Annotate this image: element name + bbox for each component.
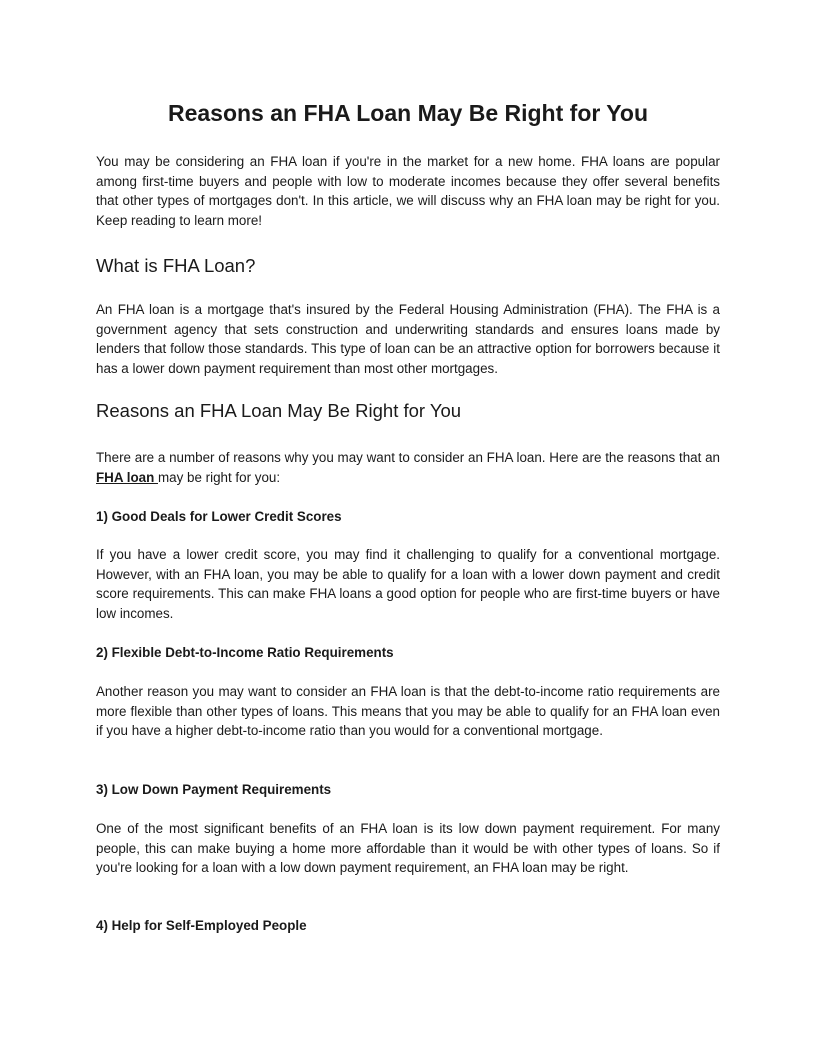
what-is-paragraph: An FHA loan is a mortgage that's insured by the Federal Housing Administration (FHA). The FHA is a government agency that sets construction and underwriting standards and ensures loans made by lenders that follow those standards. This type of loan can be an attractive option for borrowers because it has a lower down payment requirement than most other mortgages. [96,302,720,376]
reason-heading-1: 1) Good Deals for Lower Credit Scores [96,509,342,524]
section-heading-what-is: What is FHA Loan? [96,255,256,276]
reasons-intro-paragraph [96,448,720,487]
fha-loan-link[interactable]: FHA loan [96,469,158,485]
page-title: Reasons an FHA Loan May Be Right for You [167,100,649,126]
reason-heading-3: 3) Low Down Payment Requirements [96,782,332,797]
reasons-intro-text: There are a number of reasons why you may want to consider an FHA loan. Here are the reasons that an [96,450,720,465]
reason-heading-4: 4) Help for Self-Employed People [96,918,307,933]
intro-paragraph: You may be considering an FHA loan if you're in the market for a new home. FHA loans are popular among first-time buyers and people with low to moderate incomes because they offer several benefits that other types of mortgages don't. In this article, we will discuss why an FHA loan may be right for you. Keep reading to learn more! [96,154,720,228]
reason-paragraph-1: If you have a lower credit score, you may find it challenging to qualify for a conventional mortgage. However, with an FHA loan, you may be able to qualify for a loan with a lower down payment and credit score requirements. This can make FHA loans a good option for people who are first-time buyers or have low incomes. [96,547,720,621]
reason-paragraph-2: Another reason you may want to consider an FHA loan is that the debt-to-income ratio requirements are more flexible than other types of loans. This means that you may be able to qualify for an FHA loan even if you have a higher debt-to-income ratio than you would for a conventional mortgage. [96,684,720,738]
reasons-intro-tail: may be right for you: [158,469,281,485]
reason-heading-2: 2) Flexible Debt-to-Income Ratio Requirements [96,645,394,660]
section-heading-reasons: Reasons an FHA Loan May Be Right for You [96,400,462,421]
reason-paragraph-3: One of the most significant benefits of an FHA loan is its low down payment requirement. For many people, this can make buying a home more affordable than it would be with other types of loans. So if you're looking for a loan with a low down payment requirement, an FHA loan may be right. [96,821,720,875]
